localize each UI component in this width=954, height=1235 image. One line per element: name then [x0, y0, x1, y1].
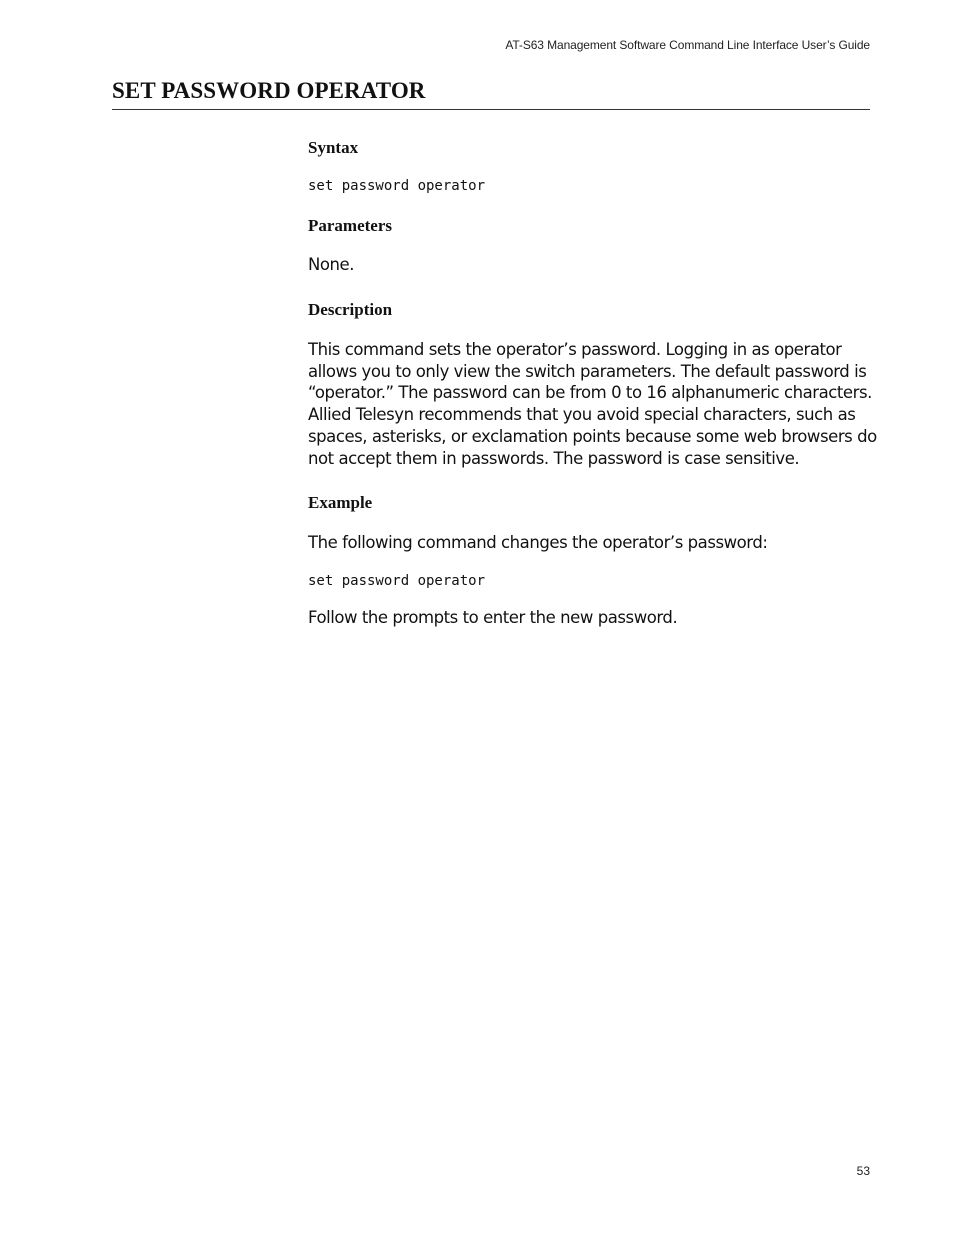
parameters-text: None.: [308, 255, 355, 274]
description-line: Allied Telesyn recommends that you avoid special characters, such as: [308, 405, 856, 425]
description-heading: Description: [308, 300, 393, 319]
page-title: SET PASSWORD OPERATOR: [112, 78, 426, 103]
description-line: allows you to only view the switch parameters. The default password is: [308, 361, 867, 381]
example-heading: Example: [308, 493, 373, 512]
description-line: This command sets the operator’s password. Logging in as operator: [308, 340, 842, 359]
description-line: “operator.” The password can be from 0 to 16 alphanumeric characters.: [308, 383, 872, 403]
syntax-code: set password operator: [308, 178, 486, 194]
title-divider: [112, 109, 870, 110]
page-number: 53: [856, 1164, 870, 1178]
description-line: spaces, asterisks, or exclamation points because some web browsers do: [308, 426, 877, 446]
parameters-heading: Parameters: [308, 216, 393, 235]
example-followup: Follow the prompts to enter the new password.: [308, 608, 678, 627]
description-paragraph: [308, 339, 877, 469]
syntax-heading: Syntax: [308, 138, 359, 157]
example-intro: The following command changes the operator’s password:: [308, 533, 768, 552]
description-line: not accept them in passwords. The password is case sensitive.: [308, 448, 800, 468]
running-header: AT-S63 Management Software Command Line Interface User’s Guide: [505, 38, 870, 52]
example-code: set password operator: [308, 573, 486, 589]
